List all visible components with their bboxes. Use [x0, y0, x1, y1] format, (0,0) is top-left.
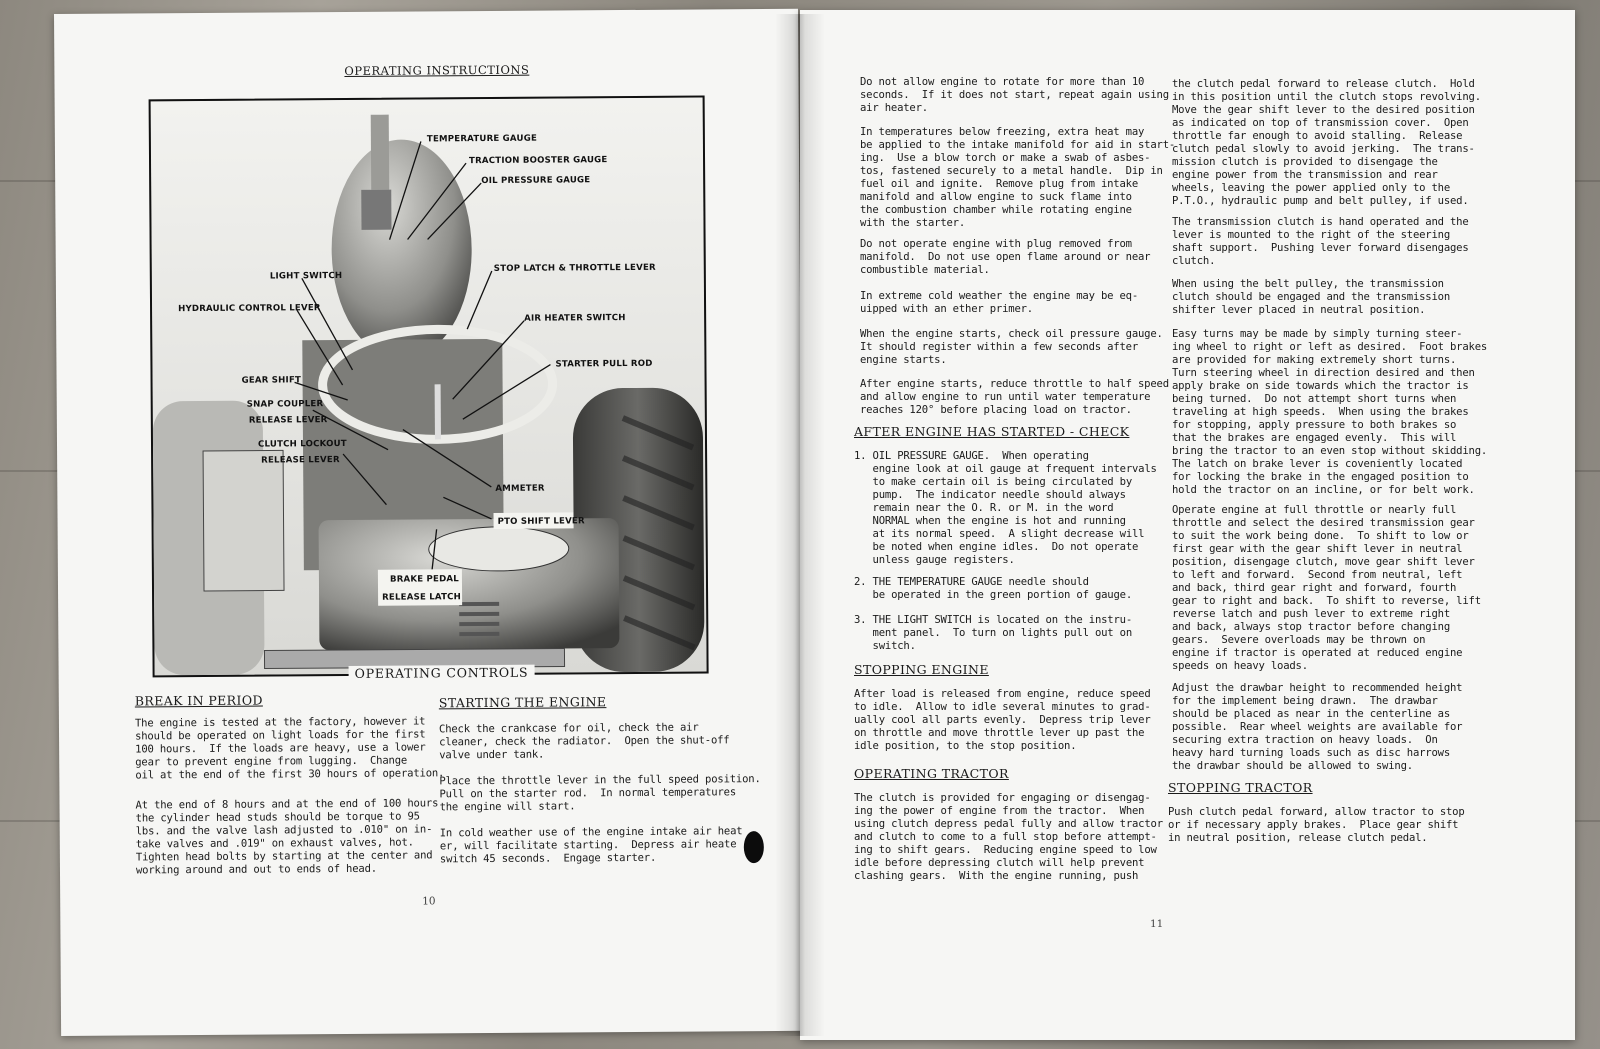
- operating-tractor-paragraph: The clutch is provided for engaging or disengag- ing the power of engine from the tractor. When using clutch depress pedal fully and allow tractor and clutch to come to a full stop before attempt- ing to shift gears. Reducing engine speed to low idle before depressing clutch will help prevent clashing gears. With the engine running, push: [854, 792, 1163, 882]
- callout-air-heater-switch: AIR HEATER SWITCH: [524, 313, 626, 324]
- right-page: [800, 10, 1575, 1040]
- page-heading: OPERATING INSTRUCTIONS: [344, 62, 530, 78]
- figure-caption: OPERATING CONTROLS: [349, 665, 535, 681]
- operating-tractor-title: OPERATING TRACTOR: [854, 766, 1009, 781]
- belt-pulley-paragraph: When using the belt pulley, the transmission clutch should be engaged and the transmission shifter lever placed in neutral position.: [1172, 278, 1451, 316]
- tractor-controls-photo: [149, 95, 709, 677]
- callout-oil-pressure-gauge: OIL PRESSURE GAUGE: [481, 175, 591, 187]
- stopping-engine-title: STOPPING ENGINE: [854, 662, 989, 677]
- plug-paragraph: Do not operate engine with plug removed from manifold. Do not use open flame around or near combustible material.: [860, 238, 1151, 276]
- freezing-paragraph: In temperatures below freezing, extra heat may be applied to the intake manifold for aid in start- ing. Use a blow torch or make a swab of asbes- tos, fastened securely to a metal handle. Dip in fuel oil and ignite. Remove plug from intake manifold and allow engine to suck flame into the combustion chamber while rotating engine with the starter.: [860, 126, 1176, 229]
- starting-paragraph-2: Place the throttle lever in the full speed position. Pull on the starter rod. In normal temperatures the engine will start.: [439, 773, 761, 814]
- tractor-illustration: [151, 97, 707, 675]
- check-item-oil-pressure: 1. OIL PRESSURE GAUGE. When operating engine look at oil gauge at frequent intervals to make certain oil is being circulated by pump. The indicator needle should always remain near the O. R. or M. in the word NORMAL when the engine is hot and running at its normal speed. A slight decrease will be noted when engine idles. Do not operate unless gauge registers.: [854, 450, 1157, 566]
- callout-clutch-lockout-release: RELEASE LEVER: [261, 455, 340, 466]
- callout-starter-pull-rod: STARTER PULL ROD: [555, 358, 653, 370]
- callout-stop-latch: STOP LATCH & THROTTLE LEVER: [493, 262, 656, 274]
- callout-light-switch: LIGHT SWITCH: [269, 270, 343, 282]
- oil-check-paragraph: When the engine starts, check oil pressure gauge. It should register within a few seconds after engine starts.: [860, 328, 1163, 366]
- callout-snap-coupler: SNAP COUPLER: [246, 399, 324, 410]
- rotate-paragraph: Do not allow engine to rotate for more than 10 seconds. If it does not start, repeat again using air heater.: [860, 76, 1169, 114]
- starting-engine-title: STARTING THE ENGINE: [438, 694, 607, 711]
- callout-brake-release-latch: RELEASE LATCH: [382, 592, 462, 603]
- drawbar-paragraph: Adjust the drawbar height to recommended height for the implement being drawn. The drawbar should be placed as near in the centerline as possible. Rear wheel weights are available for securing extra traction on heavy loads. On heavy hard turning loads such as disc harrows the drawbar should be allowed to swing.: [1172, 682, 1463, 772]
- gears-paragraph: Operate engine at full throttle or nearly full throttle and select the desired transmission gear to suit the work being done. To shift to low or first gear with the gear shift lever in neutral position, disengage clutch, move gear shift lever to left and forward. Second from neutral, left and back, third gear right and forward, fourth gear to right and back. To shift to reverse, lift reverse latch and push lever to extreme right and back, always stop tractor before changing gears. Severe overloads may be thrown on engine if tractor is operated at reduced engine speeds on heavy loads.: [1172, 504, 1481, 672]
- callout-ammeter: AMMETER: [495, 483, 545, 494]
- callout-temperature-gauge: TEMPERATURE GAUGE: [426, 133, 538, 145]
- starting-paragraph-1: Check the crankcase for oil, check the air cleaner, check the radiator. Open the shut-off valve under tank.: [438, 721, 730, 762]
- callout-hydraulic-control-lever: HYDRAULIC CONTROL LEVER: [178, 303, 321, 315]
- break-in-title: BREAK IN PERIOD: [134, 692, 263, 709]
- stopping-tractor-title: STOPPING TRACTOR: [1168, 780, 1313, 795]
- transmission-clutch-paragraph: The transmission clutch is hand operated and the lever is mounted to the right of the steering shaft support. Pushing lever forward disengages clutch.: [1172, 216, 1469, 267]
- break-in-paragraph-1: The engine is tested at the factory, however it should be operated on light loads for the first 100 hours. If the loads are heavy, use a lower gear to prevent engine from lugging. Change oil at the end of the first 30 hours of operation.: [134, 715, 445, 782]
- turns-paragraph: Easy turns may be made by simply turning steer- ing wheel to right or left as desired. Foot brakes are provided for making extremely short turns. Turn steering wheel in direction desired and then apply brake on side towards which the tractor is being turned. Do not attempt short turns when traveling at high speeds. When using the brakes for stopping, apply pressure to both brakes so that the brakes are engaged evenly. This will bring the tractor to an even stop without skidding. The latch on brake lever is coveniently located for locking the brake in the engaged position to hold the tractor on an incline, or for belt work.: [1172, 328, 1488, 496]
- callout-traction-booster-gauge: TRACTION BOOSTER GAUGE: [469, 155, 608, 167]
- stopping-tractor-paragraph: Push clutch pedal forward, allow tractor to stop or if necessary apply brakes. Place gear shift in neutral position, release clutch pedal.: [1168, 806, 1465, 844]
- callout-pto-shift-lever: PTO SHIFT LEVER: [497, 516, 585, 527]
- page-number-right: 11: [1150, 918, 1164, 930]
- warmup-paragraph: After engine starts, reduce throttle to half speed and allow engine to run until water temperature reaches 120° before placing load on tractor.: [860, 378, 1169, 416]
- callout-brake-pedal: BRAKE PEDAL: [389, 574, 459, 585]
- check-item-temperature: 2. THE TEMPERATURE GAUGE needle should be operated in the green portion of gauge.: [854, 576, 1133, 601]
- callout-clutch-lockout: CLUTCH LOCKOUT: [257, 438, 347, 450]
- callout-gear-shift: GEAR SHIFT: [241, 375, 302, 386]
- starting-paragraph-3: In cold weather use of the engine intake air heat er, will facilitate starting. Depress air heate switch 45 seconds. Engage starter.: [439, 825, 743, 866]
- ether-paragraph: In extreme cold weather the engine may be eq- uipped with an ether primer.: [860, 290, 1139, 315]
- clutch-paragraph: the clutch pedal forward to release clutch. Hold in this position until the clutch stops revolving. Move the gear shift lever to the desired position as indicated on top of transmission cover. Open throttle far enough to avoid stalling. Release clutch pedal slowly to avoid jerking. The trans- mission clutch is provided to disengage the engine power from the transmission and rear wheels, leaving the power applied only to the P.T.O., hydraulic pump and belt pulley, if used.: [1172, 78, 1481, 207]
- binder-hole: [744, 831, 764, 863]
- page-number-left: 10: [422, 895, 436, 908]
- left-page: [54, 9, 805, 1036]
- callout-snap-coupler-release: RELEASE LEVER: [248, 415, 328, 426]
- after-start-title: AFTER ENGINE HAS STARTED - CHECK: [854, 424, 1130, 439]
- check-item-light-switch: 3. THE LIGHT SWITCH is located on the instru- ment panel. To turn on lights pull out on switch.: [854, 614, 1133, 652]
- stopping-engine-paragraph: After load is released from engine, reduce speed to idle. Allow to idle several minutes to grad- ually cool all parts evenly. Depress trip lever on throttle and move throttle lever up past the idle position, to the stop position.: [854, 688, 1151, 752]
- break-in-paragraph-2: At the end of 8 hours and at the end of 100 hours the cylinder head studs should be torque to 95 lbs. and the valve lash adjusted to .010" on in- take valves and .019" on exhaust valves, hot. Tighten head bolts by starting at the center and working around and out to ends of head.: [135, 797, 439, 877]
